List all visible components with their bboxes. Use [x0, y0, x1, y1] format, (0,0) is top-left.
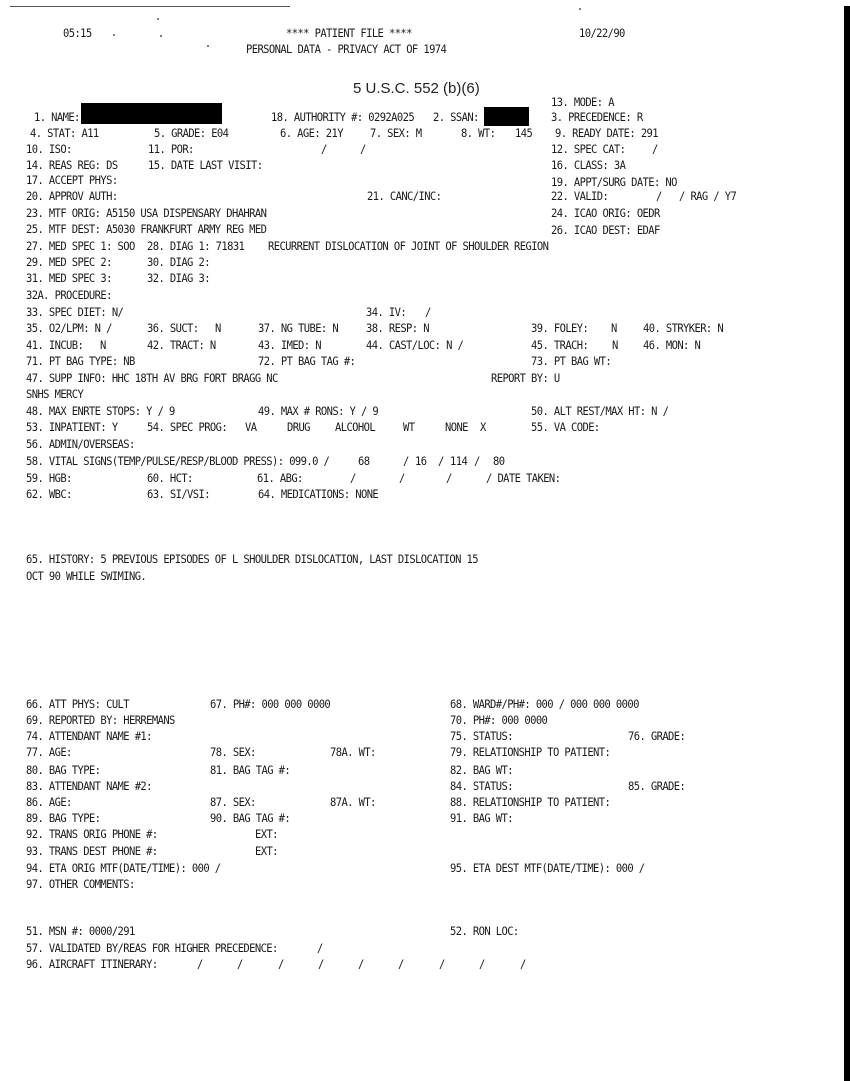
field-text: 28. DIAG 1: 71831	[147, 240, 245, 254]
field-text: 69. REPORTED BY: HERREMANS	[26, 714, 175, 728]
field-text: 86. AGE:	[26, 796, 72, 810]
field-text: 23. MTF ORIG: A5150 USA DISPENSARY DHAHRAN	[26, 207, 267, 221]
field-text: 27. MED SPEC 1: SOO	[26, 240, 135, 254]
field-text: 16	[415, 455, 427, 469]
field-text: 63. SI/VSI:	[147, 488, 210, 502]
speck	[207, 45, 209, 47]
field-text: 44. CAST/LOC: N /	[366, 339, 464, 353]
field-text: EXT:	[255, 828, 278, 842]
field-text: 21. CANC/INC:	[367, 190, 442, 204]
field-text: /	[350, 472, 356, 486]
field-text: 82. BAG WT:	[450, 764, 513, 778]
field-text: 96. AIRCRAFT ITINERARY:	[26, 958, 158, 972]
field-text: /	[652, 143, 658, 157]
field-text: 9. READY DATE: 291	[555, 127, 658, 141]
field-text: 88. RELATIONSHIP TO PATIENT:	[450, 796, 611, 810]
field-text: 57. VALIDATED BY/REAS FOR HIGHER PRECEDENCE:	[26, 942, 278, 956]
field-text: RECURRENT DISLOCATION OF JOINT OF SHOULDER REGION	[268, 240, 549, 254]
field-text: 49. MAX # RONS: Y / 9	[258, 405, 379, 419]
field-text: 80	[493, 455, 505, 469]
field-text: 68. WARD#/PH#: 000 / 000 000 0000	[450, 698, 639, 712]
field-text: 76. GRADE:	[628, 730, 686, 744]
field-text: /	[438, 455, 444, 469]
field-text: 51. MSN #: 0000/291	[26, 925, 135, 939]
field-text: /	[237, 958, 243, 972]
field-text: 48. MAX ENRTE STOPS: Y / 9	[26, 405, 175, 419]
field-text: 55. VA CODE:	[531, 421, 600, 435]
document-subtitle: PERSONAL DATA - PRIVACY ACT OF 1974	[246, 43, 447, 57]
field-text: 47. SUPP INFO: HHC 18TH AV BRG FORT BRAGG NC	[26, 372, 278, 386]
field-text: /	[197, 958, 203, 972]
field-text: 17. ACCEPT PHYS:	[26, 174, 118, 188]
field-text: 2. SSAN:	[433, 111, 479, 125]
field-text: 92. TRANS ORIG PHONE #:	[26, 828, 158, 842]
field-text: 74. ATTENDANT NAME #1:	[26, 730, 152, 744]
field-text: 16. CLASS: 3A	[551, 159, 626, 173]
speck	[157, 18, 159, 20]
field-text: 45. TRACH:	[531, 339, 589, 353]
field-text: 6. AGE: 21Y	[280, 127, 343, 141]
field-text: 62. WBC:	[26, 488, 72, 502]
field-text: WT	[403, 421, 415, 435]
field-text: 65. HISTORY: 5 PREVIOUS EPISODES OF L SHOULDER DISLOCATION, LAST DISLOCATION 15	[26, 553, 479, 567]
field-text: /	[403, 455, 409, 469]
field-text: SNHS MERCY	[26, 388, 84, 402]
field-text: 94. ETA ORIG MTF(DATE/TIME): 000 /	[26, 862, 221, 876]
document-title: **** PATIENT FILE ****	[286, 27, 412, 41]
ssan-redaction	[484, 107, 529, 126]
field-text: 73. PT BAG WT:	[531, 355, 612, 369]
field-text: /	[358, 958, 364, 972]
field-text: 67. PH#: 000 000 0000	[210, 698, 331, 712]
field-text: N	[612, 339, 618, 353]
field-text: OCT 90 WHILE SWIMING.	[26, 570, 147, 584]
field-text: 59. HGB:	[26, 472, 72, 486]
field-text: 77. AGE:	[26, 746, 72, 760]
field-text: 43. IMED: N	[258, 339, 321, 353]
field-text: 70. PH#: 000 0000	[450, 714, 548, 728]
field-text: 19. APPT/SURG DATE: NO	[551, 176, 677, 190]
speck	[113, 34, 115, 36]
field-text: 36. SUCT:	[147, 322, 199, 336]
field-text: 60. HCT:	[147, 472, 193, 486]
field-text: 61. ABG:	[257, 472, 303, 486]
field-text: 68	[358, 455, 370, 469]
field-text: 37. NG TUBE: N	[258, 322, 339, 336]
field-text: 4. STAT: A11	[30, 127, 99, 141]
field-text: 95. ETA DEST MTF(DATE/TIME): 000 /	[450, 862, 645, 876]
field-text: X	[480, 421, 486, 435]
field-text: 7. SEX: M	[370, 127, 422, 141]
field-text: 85. GRADE:	[628, 780, 686, 794]
exemption-stamp: 5 U.S.C. 552 (b)(6)	[353, 80, 480, 97]
field-text: /	[360, 143, 366, 157]
field-text: 64. MEDICATIONS: NONE	[258, 488, 379, 502]
field-text: N	[100, 339, 106, 353]
print-date: 10/22/90	[579, 27, 625, 41]
field-text: 10. ISO:	[26, 143, 72, 157]
field-text: 114	[450, 455, 468, 469]
field-text: /	[439, 958, 445, 972]
field-text: /	[398, 958, 404, 972]
field-text: 25. MTF DEST: A5030 FRANKFURT ARMY REG MED	[26, 223, 267, 237]
field-text: 66. ATT PHYS: CULT	[26, 698, 129, 712]
field-text: N	[611, 322, 617, 336]
field-text: 145	[515, 127, 533, 141]
field-text: 30. DIAG 2:	[147, 256, 210, 270]
field-text: NONE	[445, 421, 468, 435]
field-text: 8. WT:	[461, 127, 496, 141]
field-text: 11. POR:	[148, 143, 194, 157]
speck	[160, 35, 162, 37]
field-text: 90. BAG TAG #:	[210, 812, 291, 826]
field-text: 71. PT BAG TYPE: NB	[26, 355, 135, 369]
field-text: /	[446, 472, 452, 486]
field-text: 78. SEX:	[210, 746, 256, 760]
field-text: 54. SPEC PROG:	[147, 421, 228, 435]
field-text: N	[215, 322, 221, 336]
field-text: 26. ICAO DEST: EDAF	[551, 224, 660, 238]
field-text: 46. MON: N	[643, 339, 701, 353]
field-text: 78A. WT:	[330, 746, 376, 760]
field-text: VA	[245, 421, 257, 435]
field-text: 15. DATE LAST VISIT:	[148, 159, 263, 173]
field-text: 83. ATTENDANT NAME #2:	[26, 780, 152, 794]
field-text: 32A. PROCEDURE:	[26, 289, 112, 303]
field-text: 79. RELATIONSHIP TO PATIENT:	[450, 746, 611, 760]
field-text: /	[318, 958, 324, 972]
field-text: 97. OTHER COMMENTS:	[26, 878, 135, 892]
field-text: 34. IV:	[366, 306, 407, 320]
field-text: 18. AUTHORITY #: 0292A025	[271, 111, 415, 125]
field-text: 39. FOLEY:	[531, 322, 589, 336]
field-text: 13. MODE: A	[551, 96, 614, 110]
field-text: / DATE TAKEN:	[486, 472, 561, 486]
field-text: 53. INPATIENT: Y	[26, 421, 118, 435]
field-text: 20. APPROV AUTH:	[26, 190, 118, 204]
field-text: 42. TRACT: N	[147, 339, 216, 353]
field-text: 56. ADMIN/OVERSEAS:	[26, 438, 135, 452]
field-text: 38. RESP: N	[366, 322, 429, 336]
field-text: 33. SPEC DIET: N/	[26, 306, 124, 320]
field-text: 72. PT BAG TAG #:	[258, 355, 356, 369]
field-text: 75. STATUS:	[450, 730, 513, 744]
page-edge	[844, 6, 850, 1081]
field-text: 81. BAG TAG #:	[210, 764, 291, 778]
field-text: 87. SEX:	[210, 796, 256, 810]
field-text: 1. NAME:	[34, 111, 80, 125]
speck	[579, 8, 581, 10]
field-text: 93. TRANS DEST PHONE #:	[26, 845, 158, 859]
field-text: 58. VITAL SIGNS(TEMP/PULSE/RESP/BLOOD PRESS): 099.0 /	[26, 455, 330, 469]
field-text: /	[425, 306, 431, 320]
field-text: /	[656, 190, 662, 204]
field-text: 41. INCUB:	[26, 339, 84, 353]
field-text: 84. STATUS:	[450, 780, 513, 794]
field-text: 91. BAG WT:	[450, 812, 513, 826]
field-text: 35. O2/LPM: N /	[26, 322, 112, 336]
top-rule	[10, 6, 290, 7]
field-text: 14. REAS REG: DS	[26, 159, 118, 173]
field-text: 89. BAG TYPE:	[26, 812, 101, 826]
field-text: 3. PRECEDENCE: R	[551, 111, 643, 125]
field-text: /	[479, 958, 485, 972]
field-text: REPORT BY: U	[491, 372, 560, 386]
field-text: 24. ICAO ORIG: OEDR	[551, 207, 660, 221]
field-text: 80. BAG TYPE:	[26, 764, 101, 778]
field-text: 22. VALID:	[551, 190, 609, 204]
name-redaction	[81, 103, 222, 124]
field-text: /	[520, 958, 526, 972]
field-text: 50. ALT REST/MAX HT: N /	[531, 405, 669, 419]
field-text: /	[321, 143, 327, 157]
field-text: /	[317, 942, 323, 956]
field-text: 29. MED SPEC 2:	[26, 256, 112, 270]
field-text: / RAG / Y7	[679, 190, 737, 204]
field-text: EXT:	[255, 845, 278, 859]
field-text: 40. STRYKER: N	[643, 322, 724, 336]
field-text: 5. GRADE: E04	[154, 127, 229, 141]
field-text: DRUG	[287, 421, 310, 435]
field-text: 52. RON LOC:	[450, 925, 519, 939]
field-text: ALCOHOL	[335, 421, 376, 435]
print-time: 05:15	[63, 27, 92, 41]
field-text: /	[399, 472, 405, 486]
field-text: 12. SPEC CAT:	[551, 143, 626, 157]
field-text: 87A. WT:	[330, 796, 376, 810]
field-text: /	[474, 455, 480, 469]
field-text: 31. MED SPEC 3:	[26, 272, 112, 286]
field-text: 32. DIAG 3:	[147, 272, 210, 286]
field-text: /	[278, 958, 284, 972]
